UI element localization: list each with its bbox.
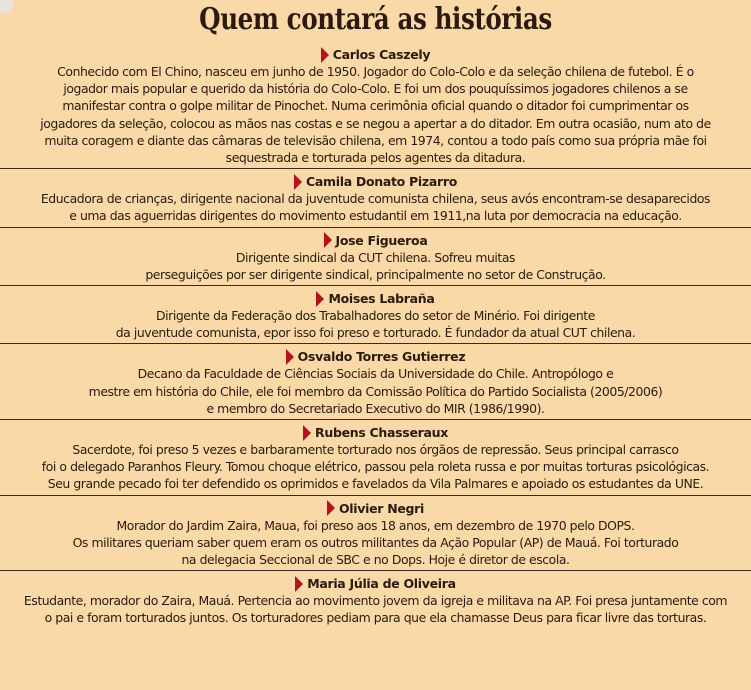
entry-text-line: Dirigente da Federação dos Trabalhadores do setor de Minério. Foi dirigente <box>156 308 595 324</box>
red-arrow-icon <box>316 291 324 307</box>
entry-heading <box>0 500 751 517</box>
entry-heading <box>0 232 751 249</box>
entry-name: Olivier Negri <box>338 500 425 516</box>
entry-text-line: o pai e foram torturados juntos. Os torturadores pediam para que ela chamasse Deus para ficar livre das torturas. <box>44 610 707 626</box>
entry-section <box>0 169 751 227</box>
entry-text-line: jogador mais popular e querido da história do Colo-Colo. E foi um dos pouquíssimos jogadores chilenos a se <box>63 81 688 97</box>
entry-section <box>0 420 751 496</box>
entries-list <box>0 42 751 629</box>
entry-text-line: na delegacia Seccional de SBC e no Dops. Hoje é diretor de escola. <box>181 552 570 568</box>
entry-text-line: jogadores da seleção, colocou as mãos nas costas e se negou a apertar a do ditador. Em outra ocasião, num ato de <box>40 115 711 131</box>
entry-name: Osvaldo Torres Gutierrez <box>297 349 466 365</box>
entry-heading <box>0 575 751 592</box>
entry-section <box>0 344 751 420</box>
entry-name: Jose Figueroa <box>335 232 428 248</box>
entry-text-line: Estudante, morador do Zaira, Mauá. Pertencia ao movimento jovem da igreja e militava na AP. Foi presa juntamente com <box>23 593 728 609</box>
entry-text-line: da juventude comunista, epor isso foi preso e torturado. É fundador da atual CUT chilena. <box>115 325 636 341</box>
red-arrow-icon <box>303 425 311 441</box>
entry-section <box>0 228 751 286</box>
entry-text-line: Conhecido com El Chino, nasceu em junho de 1950. Jogador do Colo-Colo e da seleção chilena de futebol. É o <box>57 64 694 79</box>
entry-text-line: foi o delegado Paranhos Fleury. Tomou choque elétrico, passou pela roleta russa e por muitas torturas psicológicas. <box>41 459 710 475</box>
entry-heading <box>0 348 751 365</box>
entry-text-line: Dirigente sindical da CUT chilena. Sofreu muitas <box>235 249 516 265</box>
entry-text-line: e membro do Secretariado Executivo do MIR (1986/1990). <box>206 400 545 416</box>
entry-heading <box>0 290 751 307</box>
entry-text-line: perseguições por ser dirigente sindical, principalmente no setor de Construção. <box>145 266 606 282</box>
red-arrow-icon <box>294 174 302 190</box>
entry-text-line: e uma das aguerridas dirigentes do movimento estudantil em 1911,na luta por democracia na educação. <box>69 208 682 224</box>
entry-text-line: Seu grande pecado foi ter defendido os oprimidos e favelados da Vila Palmares e apoiado os estudantes da UNE. <box>47 476 704 492</box>
entry-section <box>0 496 751 572</box>
entry-name: Moises Labraña <box>328 291 435 307</box>
entry-text-line: Decano da Faculdade de Ciências Sociais da Universidade do Chile. Antropólogo e <box>137 366 614 382</box>
red-arrow-icon <box>295 576 303 592</box>
entry-name: Maria Júlia de Oliveira <box>307 576 456 592</box>
page-corner <box>0 0 14 14</box>
entry-heading <box>0 424 751 441</box>
page-title: Quem contará as histórias <box>199 2 552 37</box>
entry-text-line: muita coragem e diante das câmaras de televisão chilena, em 1974, contou a todo país como sua própria mãe foi <box>44 132 707 148</box>
entry-text-line: Morador do Jardim Zaira, Maua, foi preso aos 18 anos, em dezembro de 1970 pelo DOPS. <box>116 517 635 533</box>
entry-text-line: sequestrada e torturada pelos agentes da ditadura. <box>225 150 526 166</box>
entry-name: Rubens Chasseraux <box>315 425 448 441</box>
entry-section <box>0 42 751 169</box>
entry-text-line: mestre em história do Chile, ele foi membro da Comissão Política do Partido Socialista (2005/2006) <box>88 383 663 399</box>
entry-name: Carlos Caszely <box>332 47 431 62</box>
red-arrow-icon <box>327 500 335 516</box>
entry-text-line: manifestar contra o golpe militar de Pinochet. Numa cerimônia oficial quando o ditador foi cumprimentar os <box>62 98 689 114</box>
entry-text-line: Educadora de crianças, dirigente nacional da juventude comunista chilena, seus avós encontram-se desaparecidos <box>40 191 711 207</box>
entry-text-line: Sacerdote, foi preso 5 vezes e barbaramente torturado nos órgãos de repressão. Seus principal carrasco <box>72 442 679 458</box>
red-arrow-icon <box>324 232 332 248</box>
entry-heading <box>0 173 751 190</box>
entry-text-line: Os militares queriam saber quem eram os outros militantes da Ação Popular (AP) de Mauá. Foi torturado <box>72 534 679 550</box>
entry-name: Camila Donato Pizarro <box>306 174 457 190</box>
entry-heading <box>0 46 751 63</box>
entry-section <box>0 571 751 628</box>
red-arrow-icon <box>286 349 294 365</box>
red-arrow-icon <box>321 47 329 63</box>
entry-section <box>0 286 751 344</box>
